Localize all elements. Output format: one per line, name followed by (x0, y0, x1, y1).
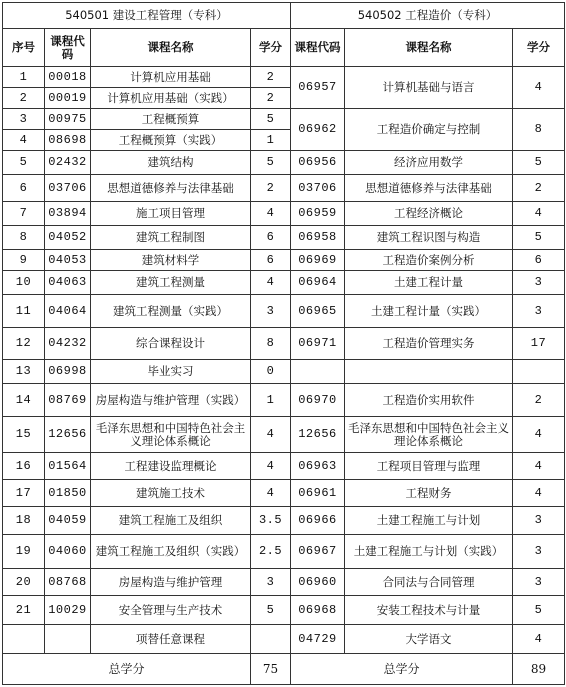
left-course-credit: 2 (251, 67, 291, 88)
left-course-code: 02432 (45, 151, 91, 175)
left-course-name: 房屋构造与维护管理 (91, 569, 251, 596)
right-course-credit: 3 (513, 569, 565, 596)
left-course-credit: 4 (251, 271, 291, 295)
left-course-credit: 2.5 (251, 535, 291, 569)
left-course-credit: 4 (251, 417, 291, 453)
left-course-name: 工程概预算（实践） (91, 130, 251, 151)
table-row (3, 109, 565, 130)
left-course-index: 16 (3, 453, 45, 480)
table-row (3, 295, 565, 328)
left-course-index: 2 (3, 88, 45, 109)
right-course-name: 工程造价管理实务 (345, 328, 513, 360)
left-extra-course-name: 项替任意课程 (91, 625, 251, 654)
left-course-name: 建筑材料学 (91, 250, 251, 271)
right-course-code: 06966 (291, 507, 345, 535)
left-course-code: 04064 (45, 295, 91, 328)
left-course-code: 08769 (45, 384, 91, 417)
right-course-code: 06956 (291, 151, 345, 175)
right-course-name: 经济应用数学 (345, 151, 513, 175)
table-row (3, 250, 565, 271)
right-course-name: 合同法与合同管理 (345, 569, 513, 596)
right-course-code: 06958 (291, 226, 345, 250)
table-row (3, 453, 565, 480)
right-course-name: 建筑工程识图与构造 (345, 226, 513, 250)
right-course-name: 毛泽东思想和中国特色社会主义理论体系概论 (345, 417, 513, 453)
left-course-code: 00018 (45, 67, 91, 88)
left-course-index: 20 (3, 569, 45, 596)
right-course-credit: 5 (513, 596, 565, 625)
left-course-code: 03894 (45, 202, 91, 226)
table-row (3, 328, 565, 360)
left-course-name: 建筑工程测量（实践） (91, 295, 251, 328)
left-course-index: 5 (3, 151, 45, 175)
table-row (3, 67, 565, 88)
right-course-credit: 3 (513, 271, 565, 295)
right-course-credit: 4 (513, 417, 565, 453)
table-row (3, 480, 565, 507)
right-course-credit: 4 (513, 625, 565, 654)
right-course-credit (513, 360, 565, 384)
table-row (3, 535, 565, 569)
header-name-right: 课程名称 (345, 29, 513, 67)
right-course-credit: 4 (513, 480, 565, 507)
left-course-code: 04063 (45, 271, 91, 295)
right-course-name: 工程造价实用软件 (345, 384, 513, 417)
right-course-name: 计算机基础与语言 (345, 67, 513, 109)
left-course-name: 计算机应用基础（实践） (91, 88, 251, 109)
left-course-code: 08768 (45, 569, 91, 596)
course-schedule-table (2, 2, 565, 685)
left-course-index: 15 (3, 417, 45, 453)
right-course-code: 06970 (291, 384, 345, 417)
left-course-index: 6 (3, 175, 45, 202)
right-course-name (345, 360, 513, 384)
table-row (3, 202, 565, 226)
right-course-credit: 4 (513, 202, 565, 226)
left-course-credit: 3.5 (251, 507, 291, 535)
left-course-code: 06998 (45, 360, 91, 384)
right-course-name: 安装工程技术与计量 (345, 596, 513, 625)
right-course-credit: 5 (513, 151, 565, 175)
left-course-credit: 6 (251, 226, 291, 250)
left-course-index: 13 (3, 360, 45, 384)
right-course-name: 土建工程计量 (345, 271, 513, 295)
left-course-credit: 4 (251, 202, 291, 226)
left-course-index: 8 (3, 226, 45, 250)
header-index: 序号 (3, 29, 45, 67)
table-row (3, 417, 565, 453)
header-code-right: 课程代码 (291, 29, 345, 67)
right-course-code (291, 360, 345, 384)
left-course-credit: 1 (251, 130, 291, 151)
right-course-credit: 3 (513, 507, 565, 535)
table-row (3, 226, 565, 250)
left-course-name: 建筑工程制图 (91, 226, 251, 250)
right-course-code: 06968 (291, 596, 345, 625)
table-row (3, 175, 565, 202)
left-course-name: 施工项目管理 (91, 202, 251, 226)
table-row (3, 596, 565, 625)
left-course-credit: 3 (251, 295, 291, 328)
right-course-code: 06962 (291, 109, 345, 151)
right-course-code: 06965 (291, 295, 345, 328)
right-course-name: 工程经济概论 (345, 202, 513, 226)
table-row (3, 360, 565, 384)
left-course-code: 08698 (45, 130, 91, 151)
left-course-code: 00019 (45, 88, 91, 109)
right-course-code: 06961 (291, 480, 345, 507)
left-course-index: 19 (3, 535, 45, 569)
left-course-credit: 5 (251, 109, 291, 130)
left-course-name: 建筑工程测量 (91, 271, 251, 295)
left-course-credit: 4 (251, 480, 291, 507)
left-course-code: 04232 (45, 328, 91, 360)
left-course-credit: 4 (251, 453, 291, 480)
left-course-credit: 6 (251, 250, 291, 271)
left-course-index: 11 (3, 295, 45, 328)
header-name: 课程名称 (91, 29, 251, 67)
left-program-title: 540501 建设工程管理（专科） (3, 3, 291, 29)
header-code: 课程代码 (45, 29, 91, 67)
right-course-name: 土建工程施工与计划 (345, 507, 513, 535)
right-course-code: 06960 (291, 569, 345, 596)
right-course-code: 12656 (291, 417, 345, 453)
right-course-credit: 3 (513, 295, 565, 328)
left-course-code: 01564 (45, 453, 91, 480)
left-course-credit: 2 (251, 88, 291, 109)
right-course-credit: 4 (513, 67, 565, 109)
right-course-code: 06967 (291, 535, 345, 569)
left-course-name: 建筑工程施工及组织 (91, 507, 251, 535)
left-course-credit: 2 (251, 175, 291, 202)
left-course-index: 7 (3, 202, 45, 226)
right-course-name: 工程造价案例分析 (345, 250, 513, 271)
left-course-code: 04059 (45, 507, 91, 535)
right-course-name: 土建工程计量（实践） (345, 295, 513, 328)
right-course-code: 03706 (291, 175, 345, 202)
right-total-label: 总学分 (291, 654, 513, 685)
right-course-code: 06964 (291, 271, 345, 295)
left-course-index: 4 (3, 130, 45, 151)
table-row (3, 271, 565, 295)
left-course-code: 12656 (45, 417, 91, 453)
left-course-index: 14 (3, 384, 45, 417)
header-credit-right: 学分 (513, 29, 565, 67)
left-course-code: 00975 (45, 109, 91, 130)
table-row (3, 625, 565, 654)
left-course-code: 03706 (45, 175, 91, 202)
right-course-credit: 4 (513, 453, 565, 480)
right-course-code: 06959 (291, 202, 345, 226)
right-course-name: 思想道德修养与法律基础 (345, 175, 513, 202)
left-course-code: 04060 (45, 535, 91, 569)
left-course-credit: 0 (251, 360, 291, 384)
right-program-title: 540502 工程造价（专科） (291, 3, 565, 29)
left-course-name: 毕业实习 (91, 360, 251, 384)
right-course-code: 06963 (291, 453, 345, 480)
left-course-credit (251, 625, 291, 654)
right-course-credit: 8 (513, 109, 565, 151)
left-course-name: 建筑工程施工及组织（实践） (91, 535, 251, 569)
left-course-credit: 8 (251, 328, 291, 360)
left-course-name: 计算机应用基础 (91, 67, 251, 88)
right-course-name: 工程财务 (345, 480, 513, 507)
left-total-value: 75 (251, 654, 291, 685)
left-course-index: 1 (3, 67, 45, 88)
left-course-name: 思想道德修养与法律基础 (91, 175, 251, 202)
left-course-code: 04052 (45, 226, 91, 250)
right-course-code: 04729 (291, 625, 345, 654)
table-row (3, 151, 565, 175)
left-course-credit: 3 (251, 569, 291, 596)
left-course-index: 10 (3, 271, 45, 295)
left-course-credit: 1 (251, 384, 291, 417)
right-course-credit: 5 (513, 226, 565, 250)
left-course-name: 建筑结构 (91, 151, 251, 175)
left-course-name: 安全管理与生产技术 (91, 596, 251, 625)
right-course-name: 工程造价确定与控制 (345, 109, 513, 151)
right-course-name: 土建工程施工与计划（实践） (345, 535, 513, 569)
table-row (3, 507, 565, 535)
right-course-credit: 17 (513, 328, 565, 360)
left-course-name: 综合课程设计 (91, 328, 251, 360)
right-course-credit: 2 (513, 175, 565, 202)
left-course-credit: 5 (251, 151, 291, 175)
left-course-name: 工程概预算 (91, 109, 251, 130)
left-total-label: 总学分 (3, 654, 251, 685)
left-course-code: 01850 (45, 480, 91, 507)
right-course-credit: 2 (513, 384, 565, 417)
table-row (3, 384, 565, 417)
left-course-index: 12 (3, 328, 45, 360)
left-course-name: 建筑施工技术 (91, 480, 251, 507)
table-row (3, 569, 565, 596)
left-course-code (45, 625, 91, 654)
left-course-index: 18 (3, 507, 45, 535)
right-course-name: 大学语文 (345, 625, 513, 654)
right-course-code: 06969 (291, 250, 345, 271)
left-course-name: 房屋构造与维护管理（实践） (91, 384, 251, 417)
left-course-index (3, 625, 45, 654)
left-course-code: 04053 (45, 250, 91, 271)
right-course-credit: 3 (513, 535, 565, 569)
left-course-code: 10029 (45, 596, 91, 625)
left-course-index: 21 (3, 596, 45, 625)
left-course-name: 毛泽东思想和中国特色社会主义理论体系概论 (91, 417, 251, 453)
left-course-index: 3 (3, 109, 45, 130)
left-course-index: 9 (3, 250, 45, 271)
right-course-code: 06957 (291, 67, 345, 109)
left-course-credit: 5 (251, 596, 291, 625)
left-course-index: 17 (3, 480, 45, 507)
right-course-name: 工程项目管理与监理 (345, 453, 513, 480)
header-credit: 学分 (251, 29, 291, 67)
right-total-value: 89 (513, 654, 565, 685)
right-course-credit: 6 (513, 250, 565, 271)
right-course-code: 06971 (291, 328, 345, 360)
left-course-name: 工程建设监理概论 (91, 453, 251, 480)
